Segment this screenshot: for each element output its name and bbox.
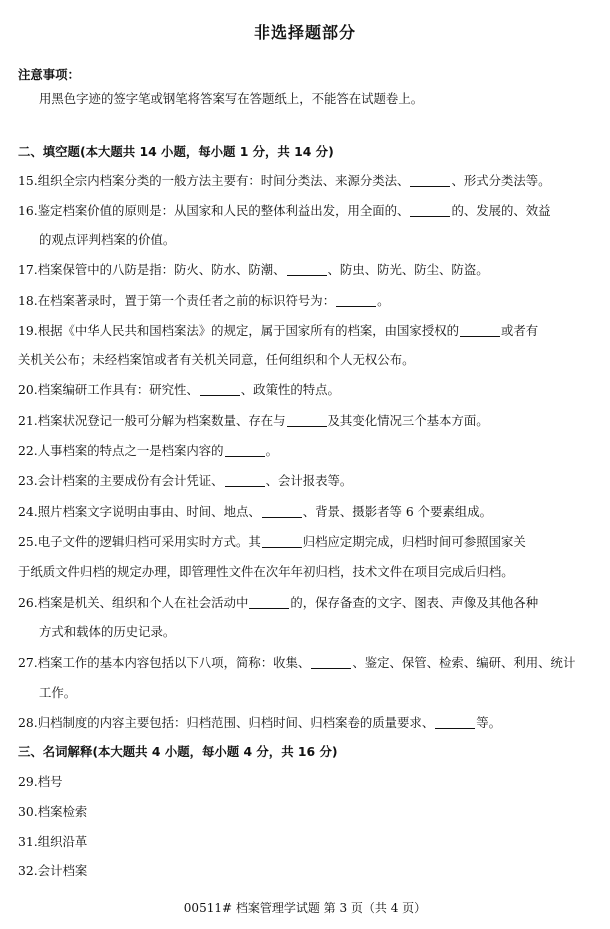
question-text: 的，保存备查的文字、图表、声像及其他各种 [290, 595, 539, 610]
question-text: 22.人事档案的特点之一是档案内容的 [18, 443, 224, 458]
term-item: 30.档案检索 [18, 804, 88, 819]
answer-blank [225, 474, 265, 487]
question-22 [18, 442, 278, 460]
question-text: 20.档案编研工作具有：研究性、 [18, 382, 199, 397]
question-text: 等。 [476, 715, 501, 730]
answer-blank [410, 204, 450, 217]
answer-blank [249, 596, 289, 609]
answer-blank [311, 656, 351, 669]
question-text: 28.归档制度的内容主要包括：归档范围、归档时间、归档案卷的质量要求、 [18, 715, 435, 730]
question-text: 26.档案是机关、组织和个人在社会活动中 [18, 595, 249, 610]
question-text: 25.电子文件的逻辑归档可采用实时方式。其 [18, 534, 261, 549]
question-text: 24.照片档案文字说明由事由、时间、地点、 [18, 504, 261, 519]
question-text: 的、发展的、效益 [451, 203, 551, 218]
question-text: 21.档案状况登记一般可分解为档案数量、存在与 [18, 413, 286, 428]
question-25-cont: 于纸质文件归档的规定办理，即管理性文件在次年年初归档，技术文件在项目完成后归档。 [18, 564, 514, 579]
question-26-cont: 方式和载体的历史记录。 [39, 624, 176, 639]
question-text: 、形式分类法等。 [451, 173, 551, 188]
notice-heading: 注意事项： [18, 67, 80, 82]
term-item: 29.档号 [18, 774, 63, 789]
question-15 [18, 172, 551, 190]
question-21 [18, 412, 489, 430]
page-footer: 00511# 档案管理学试题 第 3 页（共 4 页） [183, 901, 427, 915]
question-16-cont: 的观点评判档案的价值。 [39, 232, 176, 247]
question-text: 、会计报表等。 [265, 473, 353, 488]
question-28 [18, 714, 501, 732]
notice-text: 用黑色字迹的签字笔或钢笔将答案写在答题纸上，不能答在试题卷上。 [39, 91, 424, 106]
answer-blank [336, 294, 376, 307]
section3-heading: 三、名词解释(本大题共 4 小题，每小题 4 分，共 16 分) [18, 744, 338, 759]
question-text: 、鉴定、保管、检索、编研、利用、统计 [352, 655, 576, 670]
question-24 [18, 503, 492, 521]
question-18 [18, 292, 389, 310]
page-title: 非选择题部分 [253, 23, 356, 42]
question-19 [18, 322, 538, 340]
question-text: 及其变化情况三个基本方面。 [327, 413, 489, 428]
question-26 [18, 594, 538, 612]
question-text: 16.鉴定档案价值的原则是：从国家和人民的整体利益出发，用全面的、 [18, 203, 410, 218]
answer-blank [460, 324, 500, 337]
question-text: 。 [377, 293, 390, 308]
answer-blank [200, 383, 240, 396]
answer-blank [410, 174, 450, 187]
term-item: 32.会计档案 [18, 863, 88, 878]
question-text: 归档应定期完成，归档时间可参照国家关 [302, 534, 526, 549]
question-text: 。 [265, 443, 278, 458]
term-item: 31.组织沿革 [18, 834, 88, 849]
question-23 [18, 472, 352, 490]
question-27-cont: 工作。 [39, 685, 77, 700]
question-text: 27.档案工作的基本内容包括以下八项，简称：收集、 [18, 655, 311, 670]
answer-blank [435, 716, 475, 729]
question-text: 或者有 [501, 323, 539, 338]
question-20 [18, 381, 340, 399]
question-text: 19.根据《中华人民共和国档案法》的规定，属于国家所有的档案，由国家授权的 [18, 323, 459, 338]
answer-blank [262, 535, 302, 548]
answer-blank [287, 414, 327, 427]
answer-blank [287, 263, 327, 276]
question-text: 17.档案保管中的八防是指：防火、防水、防潮、 [18, 262, 286, 277]
answer-blank [225, 444, 265, 457]
question-25 [18, 533, 526, 551]
answer-blank [262, 505, 302, 518]
question-16 [18, 202, 551, 220]
question-text: 、防虫、防光、防尘、防盗。 [327, 262, 489, 277]
question-19-cont: 关机关公布；未经档案馆或者有关机关同意，任何组织和个人无权公布。 [18, 352, 415, 367]
section2-heading: 二、填空题(本大题共 14 小题，每小题 1 分，共 14 分) [18, 144, 334, 159]
question-text: 、政策性的特点。 [240, 382, 340, 397]
question-text: 18.在档案著录时，置于第一个责任者之前的标识符号为： [18, 293, 336, 308]
question-27 [18, 654, 575, 672]
question-17 [18, 261, 489, 279]
question-text: 23.会计档案的主要成份有会计凭证、 [18, 473, 224, 488]
question-text: 、背景、摄影者等 6 个要素组成。 [302, 504, 492, 519]
question-text: 15.组织全宗内档案分类的一般方法主要有：时间分类法、来源分类法、 [18, 173, 410, 188]
